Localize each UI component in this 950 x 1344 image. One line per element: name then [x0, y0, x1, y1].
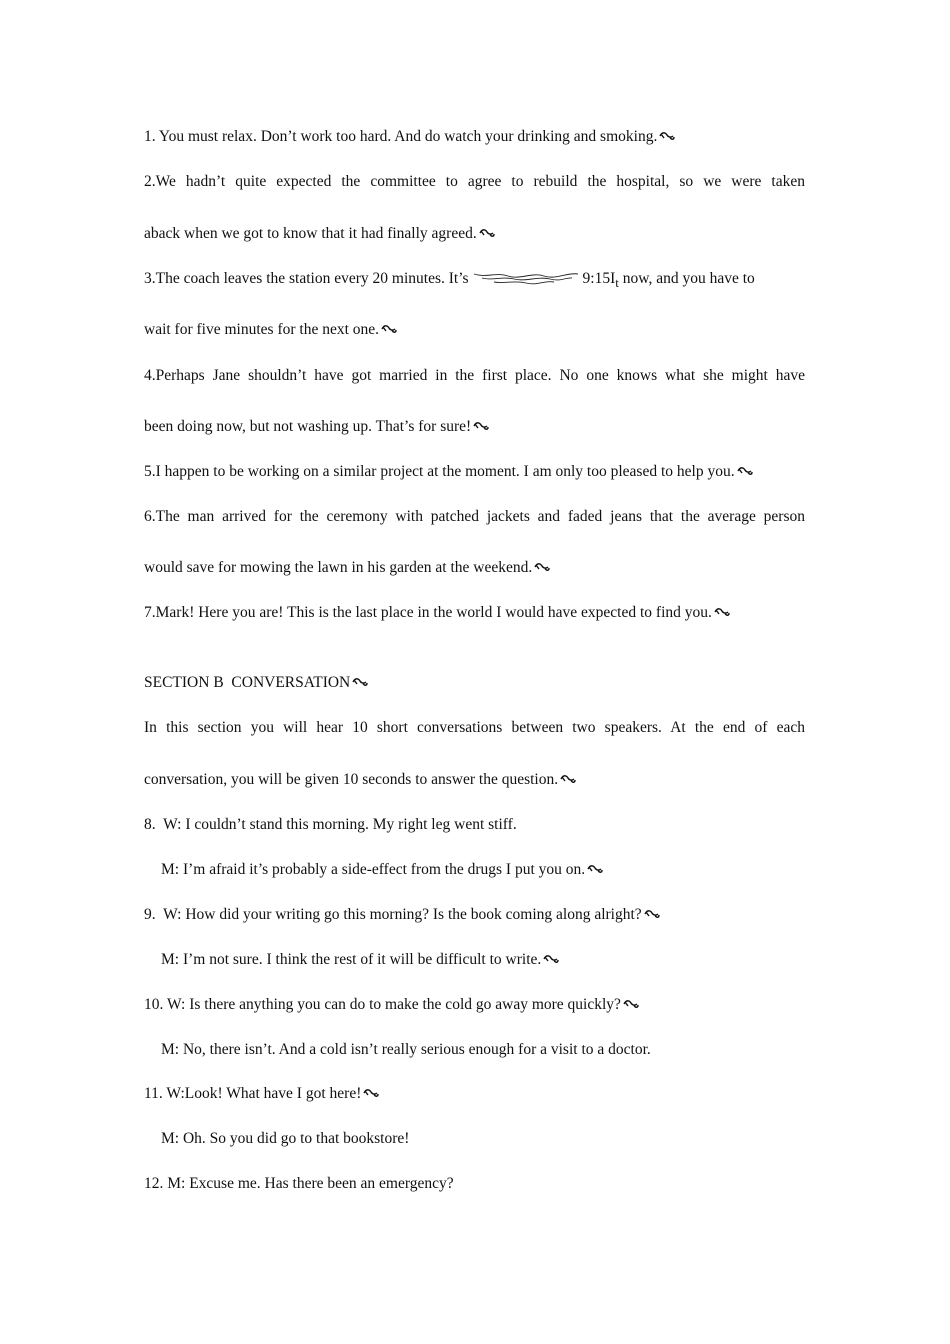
conversation-10-man: [161, 1040, 805, 1060]
section-b-intro-text-2: conversation, you will be given 10 seconds to answer the question.: [144, 771, 559, 788]
conversation-10-woman: [144, 995, 805, 1015]
paragraph-2-text-2: aback when we got to know that it had finally agreed.: [144, 225, 477, 242]
paragraph-1: [144, 127, 805, 147]
paragraph-3-subscript: t: [615, 275, 619, 290]
conversation-11-woman-text: 11. W:Look! What have I got here!: [144, 1085, 362, 1102]
paragraph-4-text-2: been doing now, but not washing up. That’s for sure!: [144, 418, 472, 435]
paragraph-7-text: 7.Mark! Here you are! This is the last place in the world I would have expected to find you.: [144, 604, 712, 621]
conversation-8-man-text: M: I’m afraid it’s probably a side-effect from the drugs I put you on.: [161, 861, 586, 878]
conversation-9-man-text: M: I’m not sure. I think the rest of it will be difficult to write.: [161, 951, 542, 968]
paragraph-1-text: 1. You must relax. Don’t work too hard. And do watch your drinking and smoking.: [144, 128, 658, 145]
paragraph-3-time: 9:15I: [582, 270, 616, 287]
section-b-heading-text: SECTION B CONVERSATION: [144, 674, 351, 691]
paragraph-4-line-2: [144, 417, 805, 437]
paragraph-5-text: 5.I happen to be working on a similar project at the moment. I am only too pleased to help you.: [144, 463, 735, 480]
section-b-intro-line-2: [144, 770, 805, 790]
paragraph-3-line-1: [144, 269, 805, 293]
paragraph-4-text-1: 4.Perhaps Jane shouldn’t have got married in the first place. No one knows what she might have: [144, 367, 805, 384]
paragraph-mark-icon: [351, 675, 369, 689]
paragraph-3-line-2: [144, 320, 805, 340]
wavy-scribble-icon: [472, 270, 580, 286]
conversation-11-woman: [144, 1084, 805, 1104]
paragraph-7: [144, 603, 805, 623]
paragraph-6-text-2: would save for mowing the lawn in his garden at the weekend.: [144, 559, 533, 576]
paragraph-5: [144, 462, 805, 482]
paragraph-6-line-1: [144, 507, 805, 527]
paragraph-mark-icon: [643, 907, 661, 921]
section-b-heading: [144, 673, 805, 693]
paragraph-3-text-2: wait for five minutes for the next one.: [144, 321, 380, 338]
conversation-9-woman-text: 9. W: How did your writing go this morning? Is the book coming along alright?: [144, 906, 642, 923]
paragraph-6-text-1: 6.The man arrived for the ceremony with patched jackets and faded jeans that the average person: [144, 508, 805, 525]
conversation-8-woman: [144, 815, 805, 835]
paragraph-mark-icon: [713, 605, 731, 619]
conversation-12-man-text: 12. M: Excuse me. Has there been an emergency?: [144, 1175, 454, 1192]
paragraph-mark-icon: [586, 862, 604, 876]
conversation-10-woman-text: 10. W: Is there anything you can do to make the cold go away more quickly?: [144, 996, 621, 1013]
conversation-9-woman: [144, 905, 805, 925]
paragraph-mark-icon: [559, 772, 577, 786]
paragraph-mark-icon: [478, 226, 496, 240]
paragraph-3-text-1a: 3.The coach leaves the station every 20 minutes. It’s: [144, 270, 469, 287]
paragraph-mark-icon: [533, 560, 551, 574]
section-b-intro-line-1: [144, 718, 805, 738]
conversation-11-man: [161, 1129, 805, 1149]
section-b-intro-text-1: In this section you will hear 10 short conversations between two speakers. At the end of each: [144, 719, 805, 736]
paragraph-mark-icon: [622, 997, 640, 1011]
conversation-10-man-text: M: No, there isn’t. And a cold isn’t really serious enough for a visit to a doctor.: [161, 1041, 651, 1058]
paragraph-6-line-2: [144, 558, 805, 578]
paragraph-mark-icon: [658, 129, 676, 143]
paragraph-mark-icon: [362, 1086, 380, 1100]
paragraph-mark-icon: [380, 322, 398, 336]
paragraph-mark-icon: [472, 419, 490, 433]
paragraph-mark-icon: [736, 464, 754, 478]
conversation-11-man-text: M: Oh. So you did go to that bookstore!: [161, 1130, 410, 1147]
paragraph-2-line-1: [144, 172, 805, 192]
conversation-8-man: [161, 860, 805, 880]
paragraph-2-text-1: 2.We hadn’t quite expected the committee to agree to rebuild the hospital, so we were taken: [144, 173, 805, 190]
conversation-9-man: [161, 950, 805, 970]
conversation-12-man: [144, 1174, 805, 1194]
conversation-8-woman-text: 8. W: I couldn’t stand this morning. My right leg went stiff.: [144, 816, 517, 833]
paragraph-4-line-1: [144, 366, 805, 386]
paragraph-2-line-2: [144, 224, 805, 244]
paragraph-3-text-1d: now, and you have to: [618, 270, 755, 287]
paragraph-mark-icon: [542, 952, 560, 966]
